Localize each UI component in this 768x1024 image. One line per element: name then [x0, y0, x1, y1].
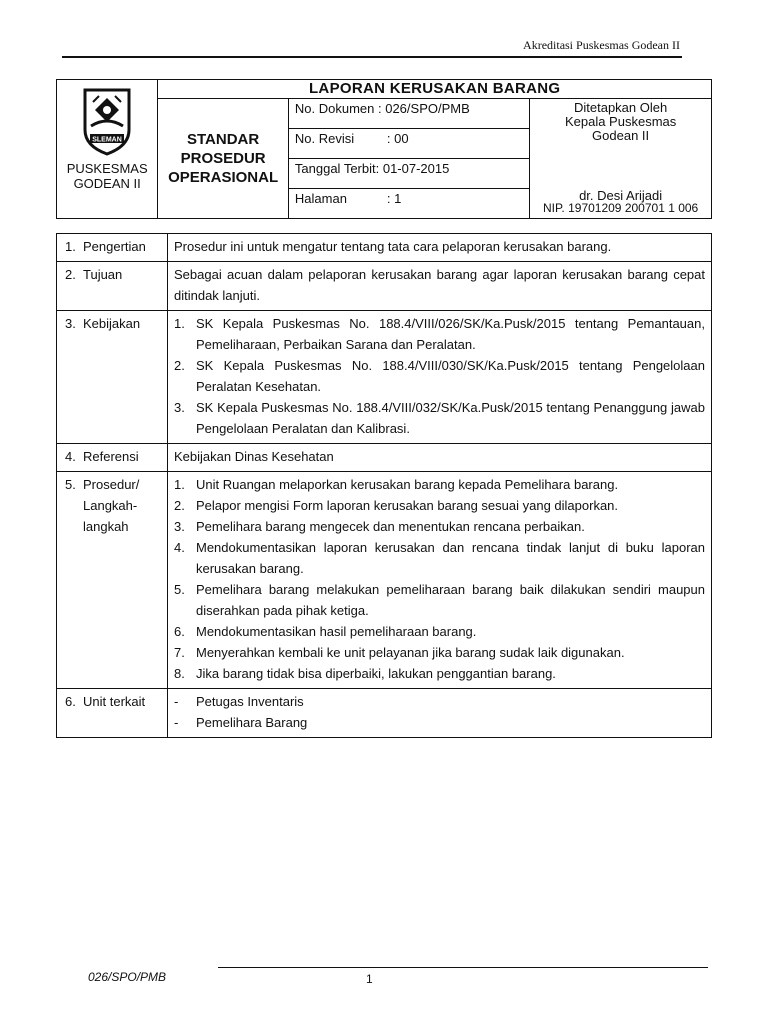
item-text: Pemelihara Barang — [196, 715, 308, 730]
item-text: Petugas Inventaris — [196, 694, 304, 709]
text-label-prosedur-2: Langkah- — [83, 498, 138, 513]
sop-line-2: PROSEDUR — [180, 150, 266, 167]
label-prosedur — [57, 472, 168, 689]
sop-line-1: STANDAR — [187, 131, 260, 148]
list-item — [174, 663, 705, 684]
org-line-2: GODEAN II — [73, 176, 141, 191]
no-revisi — [288, 129, 529, 159]
tanggal-terbit: Tanggal Terbit: 01-07-2015 — [288, 159, 529, 189]
content-kebijakan — [168, 311, 712, 444]
label-kebijakan — [57, 311, 168, 444]
document-title: LAPORAN KERUSAKAN BARANG — [158, 80, 712, 99]
org-line-1: PUSKESMAS — [66, 161, 148, 176]
sleman-emblem-icon — [79, 86, 135, 156]
item-number: 3. — [174, 519, 185, 534]
list-item — [174, 537, 705, 579]
halaman-value: : 1 — [386, 191, 402, 206]
item-number: 1. — [174, 316, 185, 331]
list-item — [174, 397, 705, 439]
no-dokumen: No. Dokumen : 026/SPO/PMB — [288, 99, 529, 129]
text-label-pengertian: Pengertian — [83, 239, 146, 254]
item-number: 2. — [174, 498, 185, 513]
approval-block — [530, 99, 712, 219]
list-item — [174, 355, 705, 397]
no-revisi-label: No. Revisi — [294, 131, 355, 146]
item-bullet: - — [174, 694, 179, 709]
item-text: Mendokumentasikan laporan kerusakan dan rencana tindak lanjut di buku laporan kerusakan barang. — [196, 540, 705, 576]
item-text: SK Kepala Puskesmas No. 188.4/VIII/026/SK/Ka.Pusk/2015 tentang Pemantauan, Pemeliharaan, Perbaikan Sarana dan Peralatan. — [196, 316, 705, 352]
halaman-label: Halaman — [294, 191, 347, 206]
list-item — [174, 516, 705, 537]
num-tujuan: 2. — [65, 267, 76, 282]
item-number: 5. — [174, 582, 185, 597]
item-number: 2. — [174, 358, 185, 373]
approved-line-2: Kepala Puskesmas — [564, 114, 677, 129]
footer-rule — [218, 967, 708, 968]
signer-nip: NIP. 19701209 200701 1 006 — [542, 201, 699, 215]
text-label-prosedur-3: langkah — [83, 519, 129, 534]
item-text: Jika barang tidak bisa diperbaiki, lakukan penggantian barang. — [196, 666, 556, 681]
item-number: 8. — [174, 666, 185, 681]
list-item — [174, 712, 705, 733]
content-prosedur — [168, 472, 712, 689]
signer-name: dr. Desi Arijadi — [579, 188, 663, 203]
item-text: Mendokumentasikan hasil pemeliharaan barang. — [196, 624, 477, 639]
text-label-prosedur-1: Prosedur/ — [83, 477, 140, 492]
sop-header-table — [56, 79, 712, 219]
text-label-referensi: Referensi — [83, 449, 139, 464]
logo-text: SLEMAN — [92, 136, 122, 144]
no-revisi-value: : 00 — [386, 131, 409, 146]
footer-doc-code: 026/SPO/PMB — [88, 970, 167, 984]
num-pengertian: 1. — [65, 239, 76, 254]
list-item — [174, 474, 705, 495]
signer-block — [534, 189, 707, 215]
item-bullet: - — [174, 715, 179, 730]
label-tujuan — [57, 262, 168, 311]
text-label-kebijakan: Kebijakan — [83, 316, 141, 331]
item-text: Pelapor mengisi Form laporan kerusakan barang sesuai yang dilaporkan. — [196, 498, 619, 513]
logo-cell — [57, 80, 158, 219]
list-item — [174, 495, 705, 516]
row-pengertian — [57, 234, 712, 262]
list-item — [174, 642, 705, 663]
sop-line-3: OPERASIONAL — [168, 169, 279, 186]
approved-line-1: Ditetapkan Oleh — [573, 100, 668, 115]
num-unit-terkait: 6. — [65, 694, 76, 709]
item-number: 4. — [174, 540, 185, 555]
label-unit-terkait — [57, 689, 168, 738]
footer-page-number: 1 — [366, 972, 373, 986]
num-kebijakan: 3. — [65, 316, 76, 331]
label-pengertian — [57, 234, 168, 262]
sop-body-table — [56, 233, 712, 738]
item-number: 3. — [174, 400, 185, 415]
item-number: 7. — [174, 645, 185, 660]
content-pengertian: Prosedur ini untuk mengatur tentang tata cara pelaporan kerusakan barang. — [168, 234, 712, 262]
list-item — [174, 621, 705, 642]
label-referensi — [57, 444, 168, 472]
list-item — [174, 579, 705, 621]
content-unit-terkait — [168, 689, 712, 738]
row-kebijakan — [57, 311, 712, 444]
content-tujuan: Sebagai acuan dalam pelaporan kerusakan barang agar laporan kerusakan barang cepat ditindak lanjuti. — [168, 262, 712, 311]
sop-label — [158, 99, 289, 219]
item-text: Pemelihara barang mengecek dan menentukan rencana perbaikan. — [196, 519, 585, 534]
row-referensi — [57, 444, 712, 472]
item-text: SK Kepala Puskesmas No. 188.4/VIII/030/SK/Ka.Pusk/2015 tentang Pengelolaan Peralatan Kesehatan. — [196, 358, 705, 394]
org-name — [59, 161, 155, 191]
num-prosedur: 5. — [65, 477, 76, 492]
text-label-unit-terkait: Unit terkait — [83, 694, 146, 709]
item-number: 6. — [174, 624, 185, 639]
item-text: Pemelihara barang melakukan pemeliharaan barang baik dilakukan sendiri maupun diserahkan pada pihak ketiga. — [196, 582, 705, 618]
num-referensi: 4. — [65, 449, 76, 464]
row-prosedur — [57, 472, 712, 689]
item-text: Menyerahkan kembali ke unit pelayanan jika barang sudak laik digunakan. — [196, 645, 625, 660]
item-text: Unit Ruangan melaporkan kerusakan barang kepada Pemelihara barang. — [196, 477, 619, 492]
running-header: Akreditasi Puskesmas Godean II — [523, 38, 680, 52]
item-text: SK Kepala Puskesmas No. 188.4/VIII/032/SK/Ka.Pusk/2015 tentang Penanggung jawab Pengelolaan Peralatan dan Kalibrasi. — [196, 400, 705, 436]
halaman — [288, 189, 529, 219]
row-tujuan — [57, 262, 712, 311]
list-item — [174, 313, 705, 355]
text-label-tujuan: Tujuan — [83, 267, 123, 282]
header-rule — [62, 56, 682, 58]
list-item — [174, 691, 705, 712]
content-referensi: Kebijakan Dinas Kesehatan — [168, 444, 712, 472]
row-unit-terkait — [57, 689, 712, 738]
item-number: 1. — [174, 477, 185, 492]
approved-line-3: Godean II — [592, 128, 650, 143]
